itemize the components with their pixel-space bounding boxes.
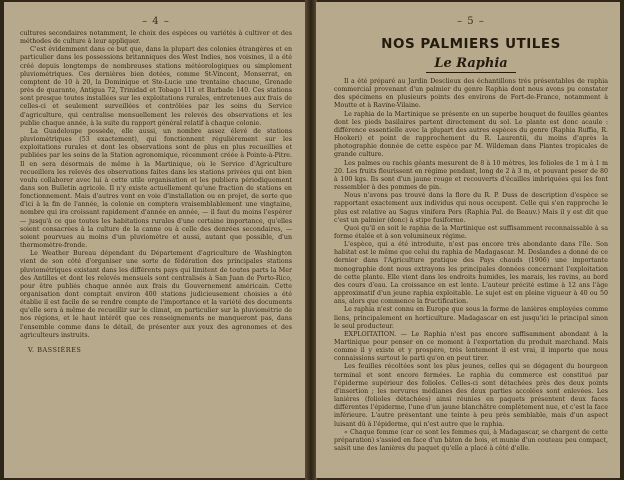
right-paragraph-9: Les feuilles récoltées sont les plus jeunes, celles qui se dégagent du bourgeon terminal et sont encore fermées. Le raphia du commerce est constitué par l'épiderme supérieur des folioles. Celles-ci sont détachées près des deux points d'insertion ; les nervures médianes des deux parties accolées sont enlevées. Les lanières (folioles détachées) ainsi réunies en paquets présentent deux faces différentes l'épiderme, l'une d'un jaune blanchâtre complètement nue, et c'est la face inférieure. L'autre présentant une teinte à peu près semblable, mais d'un aspect luisant dû à l'épiderme, qui n'est autre que le raphia. (334, 363, 608, 428)
left-paragraph-3: La Guadeloupe possède, elle aussi, un nombre assez élevé de stations pluviométriques (53 exactement), qui fonctionnent régulièrement sur les exploitations rurales et dont les observations sont de plus en plus recueillies et publiées par les soins de la Station agronomique, récemment créée à Pointe-à-Pitre. Il en sera désormais de même à la Martinique, où le Service d'Agriculture recueillera les relevés des observations faites dans les stations privées qui ont bien voulu collaborer avec lui à cette utile organisation et les publiera périodiquement dans son Bulletin agricole. Il n'y existe actuellement qu'une fraction de stations en fonctionnement. Mais d'autres vont en voie d'installation ou en projet, de sorte que d'ici à la fin de l'année, la colonie en comptera vraisemblablement une vingtaine, nombre qui ira croissant rapidement d'année en année, — il faut du moins l'espérer — jusqu'à ce que toutes les habitations rurales d'une certaine importance, qu'elles soient consacrées à la culture de la canne ou à celle des denrées secondaires, — soient pourvues au moins d'un pluviomètre et aussi, autant que possible, d'un thermomètre-fronde. (20, 127, 292, 250)
left-paragraph-1: cultures secondaires notamment, le choix des espèces ou variétés à cultiver et des méthodes de culture à leur appliquer. (20, 30, 292, 46)
right-paragraph-2: Le raphia de la Martinique se présente en un superbe bouquet de feuilles géantes dont les pieds basilaires partent directement du sol. Le plante est donc acaule : différence essentielle avec la plupart des autres espèces du genre (Raphia Ruffia, R. Hookeri) et point de rapprochement du R. Laurentii, du moins d'après la photographie donnée de cette espèce par M. Wildeman dans Plantes tropicales de grande culture. (334, 110, 608, 159)
right-page (316, 2, 620, 478)
article-subtitle: Le Raphia (426, 56, 515, 73)
right-paragraph-6: L'espèce, qui a été introduite, n'est pas encore très abondante dans l'île. Son habitat est le même que celui du raphia de Madagascar. M. Deslandes a donné de ce dernier dans l'Agriculture pratique des Pays chauds (1906) une importante monographie dont nous extrayons les principales données concernant l'exploitation de cette plante. Elle vient dans les endroits humides, les marais, les ravins, au bord des cours d'eau. La croissance en est lente. L'auteur précité estime à 12 ans l'âge approximatif d'un jeune raphia exploitable. Le sujet est en pleine vigueur à 40 ou 50 ans, alors que commence la fructification. (334, 241, 608, 306)
left-paragraph-2: C'est évidemment dans ce but que, dans la plupart des colonies étrangères et en particulier dans les possessions britanniques des West Indies, nos voisines, il a été créé depuis longtemps de nombreuses stations météorologiques ou simplement pluviométriques. Ces dernières bien dotées, comme St-Vincent, Monserrat, en comptent de 10 à 20, la Dominique et Ste-Lucie une trentaine chacune, Grenade près de quarante, Antigua 72, Trinidad et Tobago 111 et Barbade 140. Ces stations sont presque toutes installées sur les exploitations rurales, entretenues aux frais de celles-ci et seulement surveillées et contrôlées par les soins du Service d'agriculture, qui centralise mensuellement les relevés des observations et les publie chaque année, à la suite du rapport général relatif à chaque colonie. (20, 46, 292, 127)
right-body-text (334, 78, 608, 453)
right-paragraph-1: Il a été préparé au Jardin Desclieux des échantillons très présentables de raphia commercial provenant d'un palmier du genre Raphia dont nous avons pu constater des spécimens en plusieurs points des environs de Fort-de-France, notamment à Moutte et à Ravine-Vilaine. (334, 78, 608, 110)
right-paragraph-10: « Chaque femme (car ce sont les femmes qui, à Madagascar, se chargent de cette préparation) s'assied en face d'un bâton de bois, et munie d'un couteau peu compact, saisit une des lanières du paquet qu'elle a placé à côté d'elle. (334, 428, 608, 453)
right-paragraph-7: Le raphia n'est connu en Europe que sous la forme de lanières employées comme liens, principalement en horticulture. Madagascar en est jusqu'ici le principal sinon le seul producteur. (334, 306, 608, 330)
author-signature: V. BASSIÈRES (28, 345, 82, 354)
left-paragraph-4: Le Weather Bureau dépendant du Département d'agriculture de Washington vient de son côté d'organiser une sorte de fédération des principales stations pluviométriques existant dans les différents pays qui limitent de toutes parts la Mer des Antilles et dont les relevés mensuels sont centralisés à San Juan de Porto-Rico, pour être publiés chaque année aux frais du Gouvernement américain. Cette organisation dont comptait environ 400 stations judicieusement choisies a été établie il est facile de se rendre compte de l'importance et la variété des documents qu'elle sera à même de recueillir sur le climat, en particulier sur la pluviométrie de nos régions, et le haut intérêt que ces renseignements ne manqueront pas, dans l'ensemble comme dans le détail, de présenter aux yeux des agronomes et des agriculteurs instruits. (20, 250, 292, 339)
left-page (4, 2, 306, 478)
left-body-text (20, 30, 292, 340)
right-paragraph-5: Quoi qu'il en soit le raphia de la Martinique est suffisamment reconnaissable à sa forme étalée et à son volumineux régime. (334, 224, 608, 240)
article-subtitle-wrap (334, 56, 608, 71)
right-paragraph-8: EXPLOITATION. — Le Raphia n'est pas encore suffisamment abondant à la Martinique pour penser en ce moment à l'exportation du produit marchand. Mais comme il y existe et y prospère, très lentement il est vrai, il importe que nous connaissions surtout le parti qu'on en peut tirer. (334, 330, 608, 363)
right-paragraph-4: Nous n'avons pas trouvé dans la flore du R. P. Duss de description d'espèce se rapportant exactement aux individus qui nous occupent. Celle qui s'en rapproche le plus est relative au Sagus vinifera Pers (Raphia Pal. de Beauv.) Mais il y est dit que c'est un palmier (donc) à stipe fusiforme. (334, 192, 608, 224)
page-number-left: – 4 – (142, 16, 170, 27)
page-number-right: – 5 – (457, 16, 485, 27)
article-title: NOS PALMIERS UTILES (381, 36, 561, 52)
right-paragraph-3: Les palmes ou rachis géants mesurent de 8 à 10 mètres, les folioles de 1 m à 1 m 20. Les fruits fleurissent en régime pendant, long de 2 à 3 m, et pouvant peser de 80 à 100 kgs. Ils sont d'un jaune rouge et recouverts d'écailles imbriquées qui les font ressembler à des pommes de pin. (334, 159, 608, 192)
